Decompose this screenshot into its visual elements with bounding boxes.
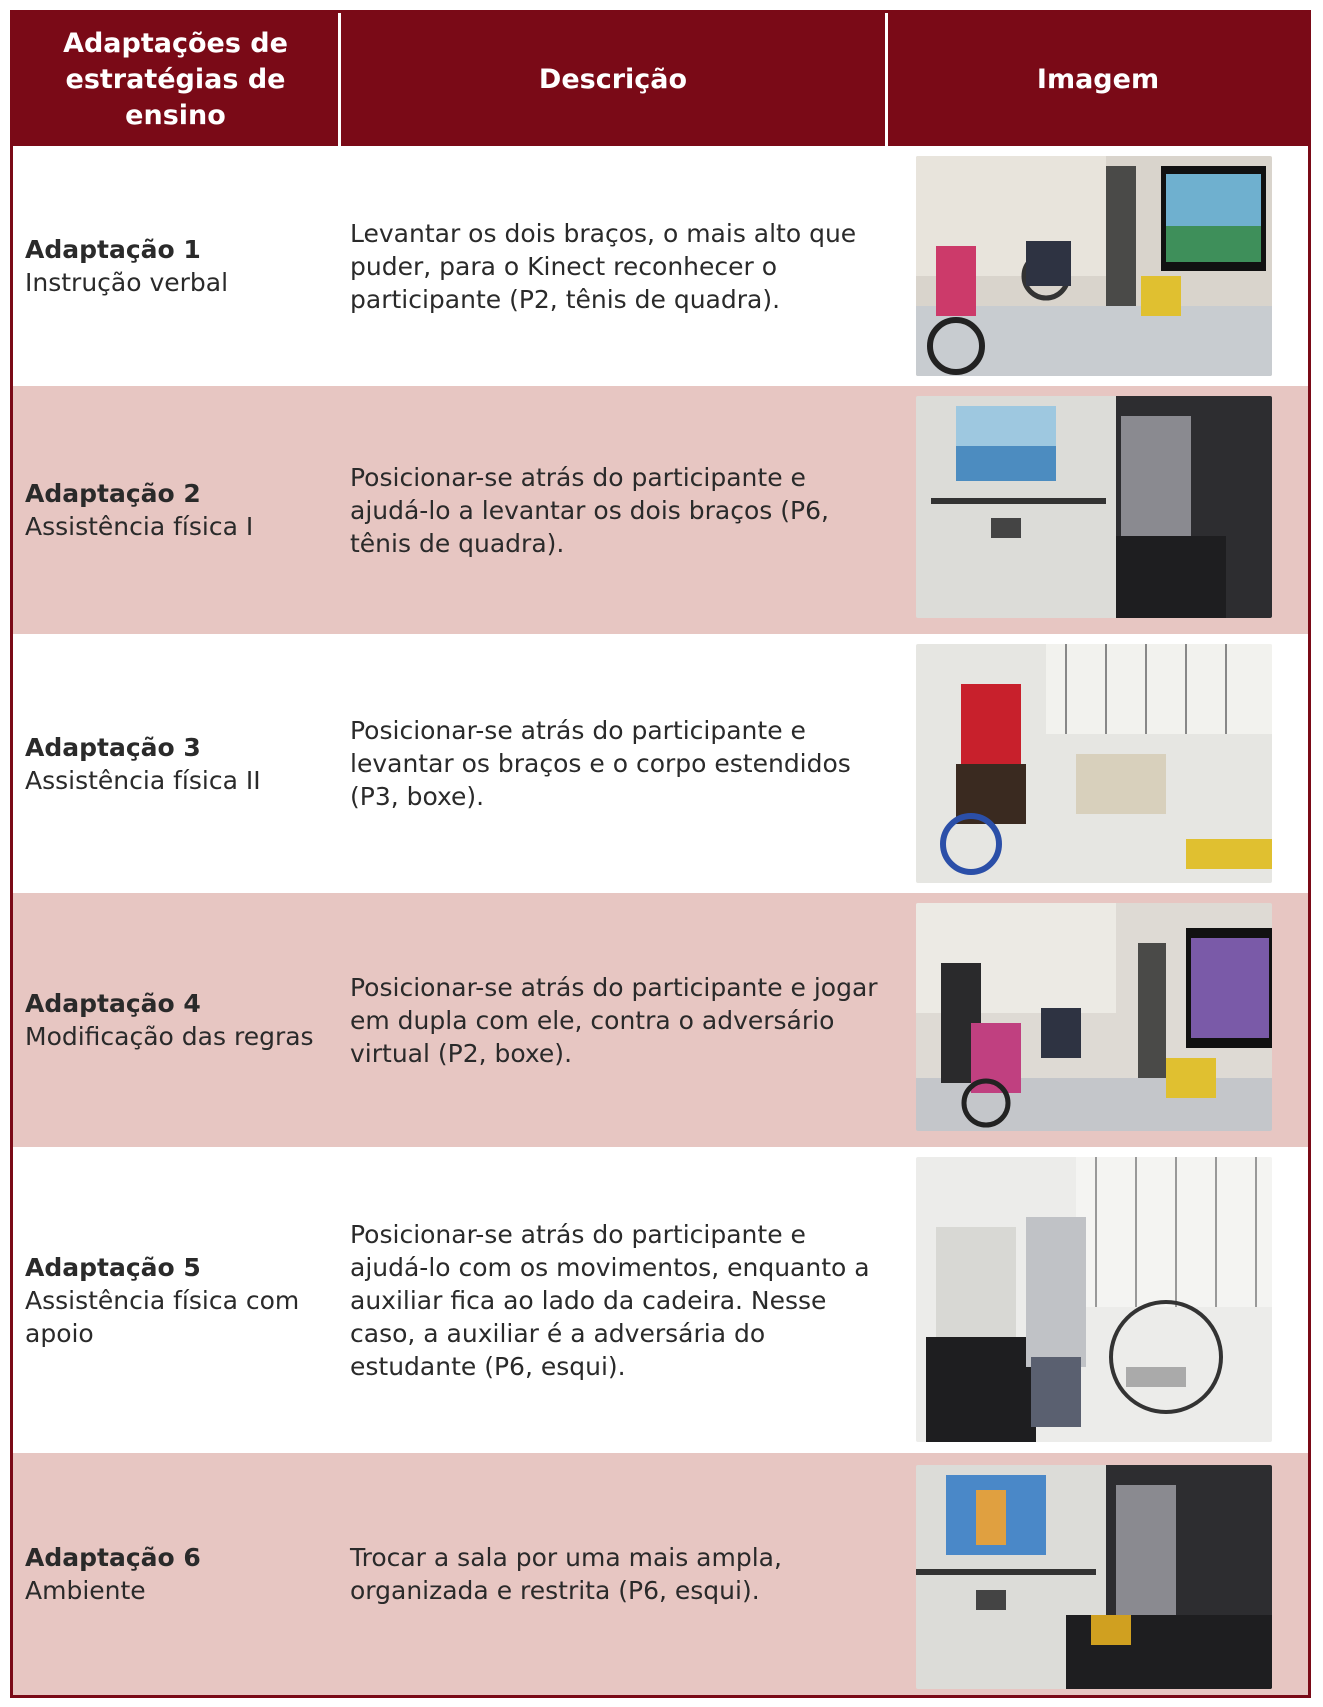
description-cell bbox=[350, 893, 890, 1147]
adaptation-title: Adaptação 5 bbox=[25, 1252, 201, 1282]
adaptation-subtitle: Instrução verbal bbox=[25, 268, 229, 297]
adaptation-subtitle: Ambiente bbox=[25, 1576, 146, 1605]
description-cell bbox=[350, 1453, 890, 1695]
description-text: Posicionar-se atrás do participante e ajudá-lo a levantar os dois braços (P6, tênis de quadra). bbox=[350, 462, 829, 558]
table-row bbox=[13, 1147, 1308, 1453]
adaptation-title: Adaptação 2 bbox=[25, 479, 201, 508]
adaptation-title: Adaptação 4 bbox=[25, 989, 201, 1018]
adaptation-subtitle: Assistência física com apoio bbox=[25, 1285, 300, 1348]
photo-image bbox=[916, 1465, 1272, 1689]
description-cell bbox=[350, 386, 890, 634]
adaptation-cell bbox=[25, 386, 335, 634]
table-header bbox=[13, 13, 1308, 146]
table-row bbox=[13, 634, 1308, 893]
adaptation-title: Adaptação 6 bbox=[25, 1543, 201, 1572]
table-row bbox=[13, 1453, 1308, 1695]
description-text: Posicionar-se atrás do participante e levantar os braços e o corpo estendidos (P3, boxe). bbox=[350, 716, 851, 811]
table-row bbox=[13, 146, 1308, 386]
adaptation-title: Adaptação 1 bbox=[25, 235, 201, 264]
table-row bbox=[13, 893, 1308, 1147]
description-cell bbox=[350, 634, 890, 893]
header-image: Imagem bbox=[1036, 63, 1160, 95]
adaptation-subtitle: Assistência física I bbox=[25, 512, 254, 541]
description-text: Posicionar-se atrás do participante e jogar em dupla com ele, contra o adversário virtual (P2, boxe). bbox=[350, 972, 878, 1068]
description-cell bbox=[350, 1147, 890, 1453]
photo-image bbox=[916, 644, 1272, 883]
adaptation-cell bbox=[25, 1453, 335, 1695]
photo-image bbox=[916, 396, 1272, 618]
adaptation-cell bbox=[25, 146, 335, 386]
photo-image bbox=[916, 156, 1272, 376]
adaptation-cell bbox=[25, 1147, 335, 1453]
adaptation-cell bbox=[25, 634, 335, 893]
adaptations-table bbox=[10, 10, 1311, 1698]
adaptation-cell bbox=[25, 893, 335, 1147]
table-row bbox=[13, 386, 1308, 634]
adaptation-subtitle: Modificação das regras bbox=[25, 1022, 314, 1051]
header-description: Descrição bbox=[341, 13, 888, 146]
adaptation-title: Adaptação 3 bbox=[25, 732, 201, 762]
header-strategies: Adaptações de estratégias de ensino bbox=[13, 13, 341, 146]
description-cell bbox=[350, 146, 890, 386]
adaptation-subtitle: Assistência física II bbox=[25, 765, 261, 795]
description-text: Levantar os dois braços, o mais alto que puder, para o Kinect reconhecer o participante (P2, tênis de quadra). bbox=[350, 218, 857, 314]
photo-image bbox=[916, 1157, 1272, 1442]
description-text: Trocar a sala por uma mais ampla, organizada e restrita (P6, esqui). bbox=[350, 1543, 782, 1605]
description-text: Posicionar-se atrás do participante e ajudá-lo com os movimentos, enquanto a auxiliar fica ao lado da cadeira. Nesse caso, a auxiliar é a adversária do estudante (P6, esqui). bbox=[350, 1219, 870, 1381]
photo-image bbox=[916, 903, 1272, 1131]
